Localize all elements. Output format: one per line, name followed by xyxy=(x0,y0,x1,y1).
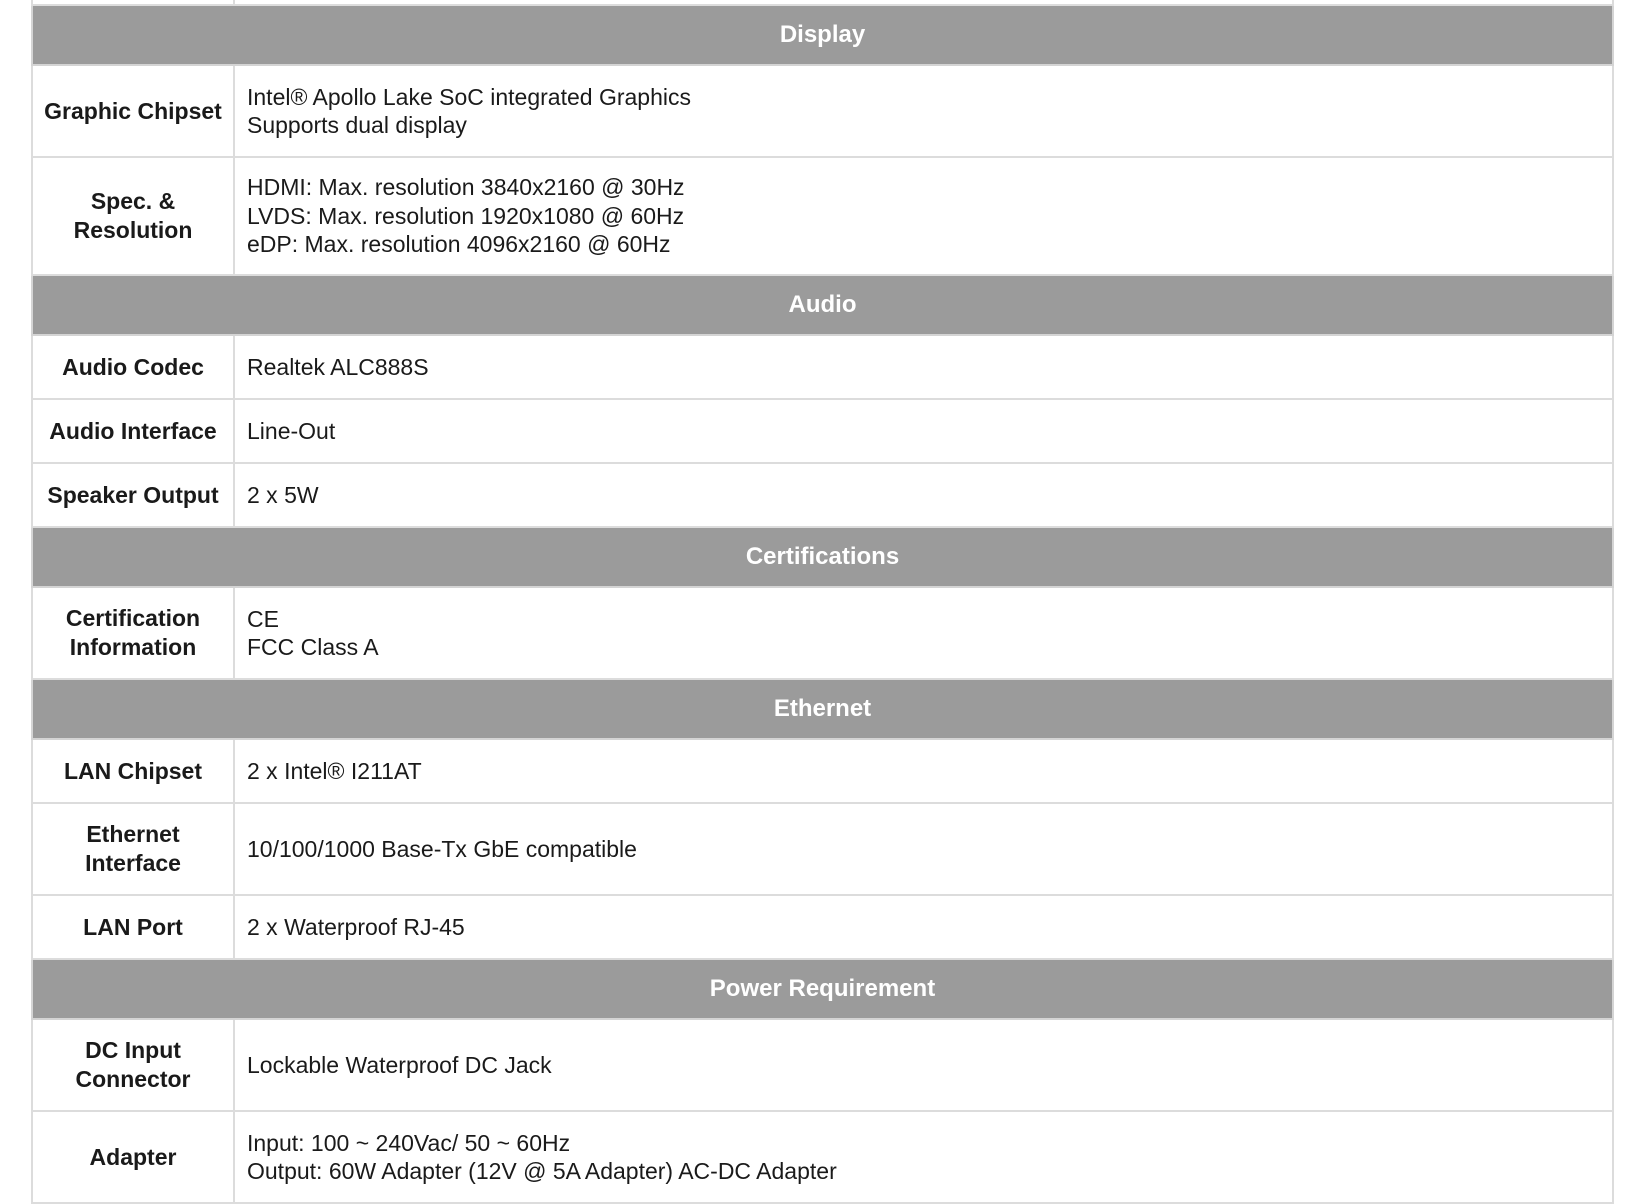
spec-value-line: eDP: Max. resolution 4096x2160 @ 60Hz xyxy=(247,231,671,258)
spec-value xyxy=(234,65,1613,157)
spec-value-line: 2 x Waterproof RJ-45 xyxy=(247,913,465,940)
spec-row-ethernet-interface xyxy=(32,803,1613,895)
section-title: Audio xyxy=(32,275,1613,335)
spec-value xyxy=(234,157,1613,275)
spec-table xyxy=(31,0,1614,1204)
spec-label: Certification Information xyxy=(32,587,234,679)
spec-value-line: Supports dual display xyxy=(247,112,467,138)
section-header-certifications xyxy=(32,527,1613,587)
spec-value xyxy=(234,399,1613,463)
section-header-audio xyxy=(32,275,1613,335)
section-header-ethernet xyxy=(32,679,1613,739)
spec-value xyxy=(234,1019,1613,1111)
section-title: Power Requirement xyxy=(32,959,1613,1019)
spec-value-line: Output: 60W Adapter (12V @ 5A Adapter) AC-DC Adapter xyxy=(247,1158,837,1184)
spec-row-lan-port xyxy=(32,895,1613,959)
section-header-display xyxy=(32,5,1613,65)
section-title: Certifications xyxy=(32,527,1613,587)
spec-row-audio-interface xyxy=(32,399,1613,463)
spec-row-graphic-chipset xyxy=(32,65,1613,157)
spec-value-line: 10/100/1000 Base-Tx GbE compatible xyxy=(247,835,637,862)
spec-label: LAN Chipset xyxy=(32,739,234,803)
spec-value xyxy=(234,895,1613,959)
spec-label: Graphic Chipset xyxy=(32,65,234,157)
spec-value xyxy=(234,1111,1613,1203)
spec-value-line: FCC Class A xyxy=(247,634,379,660)
spec-value-line: Realtek ALC888S xyxy=(247,353,429,380)
spec-label: Speaker Output xyxy=(32,463,234,527)
spec-value xyxy=(234,587,1613,679)
spec-value xyxy=(234,463,1613,527)
spec-row-audio-codec xyxy=(32,335,1613,399)
spec-value-line: LVDS: Max. resolution 1920x1080 @ 60Hz xyxy=(247,202,685,229)
section-header-power-requirement xyxy=(32,959,1613,1019)
spec-row-dc-input-connector xyxy=(32,1019,1613,1111)
spec-label: Adapter xyxy=(32,1111,234,1203)
spec-row-speaker-output xyxy=(32,463,1613,527)
spec-value-line: Intel® Apollo Lake SoC integrated Graphics xyxy=(247,83,691,110)
spec-label: Spec. & Resolution xyxy=(32,157,234,275)
spec-label: Audio Interface xyxy=(32,399,234,463)
spec-row-spec-resolution xyxy=(32,157,1613,275)
spec-value xyxy=(234,335,1613,399)
spec-row-adapter xyxy=(32,1111,1613,1203)
spec-value-line: 2 x Intel® I211AT xyxy=(247,757,422,784)
spec-value-line: CE xyxy=(247,605,279,632)
spec-row-certification-information xyxy=(32,587,1613,679)
section-title: Ethernet xyxy=(32,679,1613,739)
spec-sheet xyxy=(31,0,1614,1204)
spec-row-lan-chipset xyxy=(32,739,1613,803)
spec-value-line: Input: 100 ~ 240Vac/ 50 ~ 60Hz xyxy=(247,1129,571,1156)
spec-value xyxy=(234,803,1613,895)
spec-value-line: Line-Out xyxy=(247,417,336,444)
spec-value xyxy=(234,739,1613,803)
spec-value-line: HDMI: Max. resolution 3840x2160 @ 30Hz xyxy=(247,174,685,201)
spec-label: DC Input Connector xyxy=(32,1019,234,1111)
spec-label: Ethernet Interface xyxy=(32,803,234,895)
spec-label: LAN Port xyxy=(32,895,234,959)
section-title: Display xyxy=(32,5,1613,65)
spec-value-line: 2 x 5W xyxy=(247,481,319,508)
spec-label: Audio Codec xyxy=(32,335,234,399)
spec-value-line: Lockable Waterproof DC Jack xyxy=(247,1051,552,1078)
